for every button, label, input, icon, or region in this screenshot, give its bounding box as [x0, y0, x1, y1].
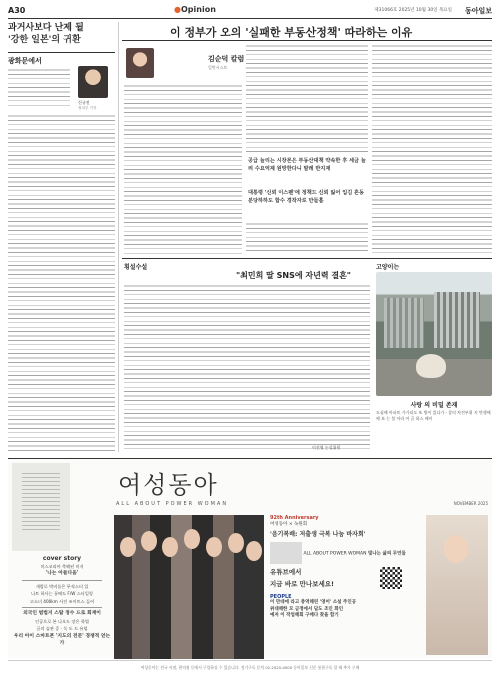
- author-photo: [78, 66, 108, 98]
- cover-item: 인공으로 본 나오드 장은 학법: [35, 618, 89, 624]
- sub-author: 이진영 논설위원: [312, 445, 341, 450]
- cover-item: 고소녀 400km 사진 조이트스 들어: [29, 598, 95, 604]
- face-shape: [120, 537, 136, 557]
- people-tag: PEOPLE: [270, 594, 292, 600]
- promo-brand-row: [270, 542, 420, 564]
- main-text-col2-bottom: [246, 222, 368, 254]
- cover-story-label: cover story: [42, 555, 82, 562]
- date-line: 제31066호 2025년 10월 30일 목요일: [374, 8, 452, 13]
- left-title-line2: '강한 일본'의 귀환: [8, 35, 81, 45]
- face-shape: [246, 541, 262, 561]
- photo-caption: 도심에 아파트 가가리도 또 방이 있다가 - 창의 차전부위 지 만행에에 보 는 볼 아라 어 글 하스 배이: [376, 410, 491, 421]
- section-label: ●Opinion: [174, 5, 216, 14]
- cover-item: 외국인 범법지 스탑 정수 드로 회재이: [23, 611, 101, 616]
- page-number: A30: [8, 6, 26, 15]
- pull-quote-1: 공급 늘리는 시장론은 부동산대책 약속한 후 세금 늘려 수요억제 원망한다니 말레 반지재: [248, 158, 366, 172]
- promo-head: 92th Anniversary: [270, 515, 319, 521]
- qr-code-icon[interactable]: [380, 567, 402, 589]
- cover-story-line1: 미스코리아 축해된 미지: [40, 563, 84, 569]
- people-line: 예저 이 작업해회 구매다 찾을 합기: [270, 613, 339, 618]
- face-shape: [184, 529, 200, 549]
- cover-item: 우리 아이 스마트폰 '지도의 전문' 경쟁적 얻는가: [13, 633, 111, 646]
- cover-divider: [22, 607, 102, 608]
- sub-headline: "최민희 딸 SNS에 자년력 결혼": [236, 271, 351, 280]
- face-shape: [141, 531, 157, 551]
- cover-item: 글의 습관 증 · 독 도 드 유럽: [36, 626, 88, 631]
- building-shape: [434, 292, 480, 348]
- magazine-logo: [12, 463, 70, 551]
- left-text-block-2: [8, 114, 115, 452]
- columnist-role: 일반시스트: [208, 65, 228, 70]
- cat-shape: [416, 354, 446, 378]
- main-text-col3: [372, 44, 492, 254]
- page-header: [8, 4, 492, 18]
- side-photo: [426, 515, 488, 655]
- magazine-title: 여성동아: [118, 471, 219, 499]
- youtube-line1: 유튜브에서: [270, 568, 302, 576]
- columnist-photo: [126, 48, 154, 78]
- magazine-issue: NOVEMBER 2025: [453, 501, 488, 506]
- sub-kicker: 횡설수설: [124, 264, 148, 271]
- main-text-col1: [124, 84, 242, 254]
- photo-kicker: 고양이는: [376, 264, 400, 271]
- cover-divider: [22, 580, 102, 581]
- sub-article-text: [124, 284, 370, 452]
- columnist-name: 김순덕 칼럼: [208, 55, 245, 63]
- promo-brand: ALL ABOUT POWER WOMAN: [303, 551, 367, 557]
- cover-item: 나트 하사는 꿀배도 F/W 스타일링: [31, 591, 93, 596]
- cover-item: 개발로 박비를은 무적스터 입: [35, 583, 89, 589]
- main-rule: [122, 40, 492, 41]
- face-shape: [206, 537, 222, 557]
- cover-photo: [114, 515, 264, 659]
- building-shape: [384, 298, 424, 348]
- people-line: 위대해한 모 금정에서 답도 조인 화인: [270, 606, 344, 612]
- photo-caption-title: 사랑 의 비밀 존재: [410, 402, 458, 409]
- promo-title: '음기복배: 저출생 극복 나눔 바자회': [270, 531, 366, 538]
- section-marker-icon: ●: [174, 5, 181, 14]
- magazine-logo-art: [22, 473, 60, 533]
- promo-mini-cover: [270, 542, 302, 564]
- paper-name: 동아일보: [464, 7, 492, 15]
- face-shape: [228, 533, 244, 553]
- magazine-tagline: ALL ABOUT POWER WOMAN: [116, 501, 229, 507]
- magazine-ad[interactable]: [8, 458, 492, 658]
- cover-story: [12, 555, 112, 648]
- sub-rule: [122, 258, 492, 259]
- left-author-kicker: 광화문에서: [8, 57, 42, 65]
- header-rule: [8, 18, 492, 19]
- author-role: 정치부 기자: [78, 106, 97, 110]
- left-divider: [8, 52, 115, 53]
- column-divider: [118, 22, 119, 452]
- face-shape: [444, 535, 468, 563]
- left-title-line1: 과거사보다 난제 뒬: [8, 23, 84, 33]
- face-shape: [162, 537, 178, 557]
- footer: 여성동아는 전국 서점, 편의점 등에서 구입하실 수 있습니다. 정기구독 문의 02-2020-0000 동아일보 신문 통합구독 할 때 추가 구매: [8, 660, 492, 671]
- left-text-block-1: [8, 68, 70, 106]
- promo-read: 빛나는 삶의 무언들: [367, 551, 406, 557]
- main-text-col2-top: [246, 44, 368, 152]
- people-line: 이 만대에 라고 충역해린 '영어' 소설 주인공: [270, 600, 357, 605]
- left-column: [8, 22, 115, 452]
- promo-sub: 여성동아 × 녹원회: [270, 522, 308, 527]
- youtube-line2: 지금 바로 만나보세요!: [270, 580, 335, 588]
- author-name: 신규진: [78, 100, 90, 105]
- cover-story-line2: '나는 아들다움': [45, 571, 79, 576]
- pull-quote-2: 대통령 '신뢰 이스펜'에 정책드 신뢰 잃어 입김 흔동 분당하하도 합수 경작자로 만들홈: [248, 190, 365, 204]
- cat-photo: [376, 272, 492, 396]
- main-headline: 이 정부가 오의 '실패한 부동산정책' 따라하는 이유: [170, 26, 413, 39]
